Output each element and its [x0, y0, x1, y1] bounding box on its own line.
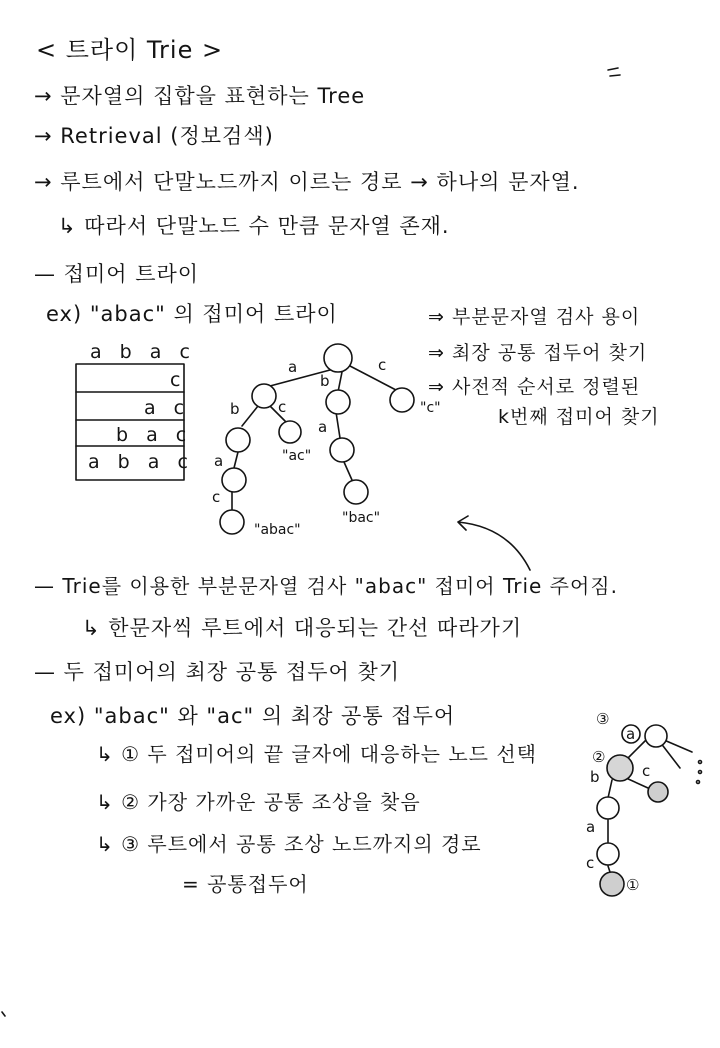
- marker-2: ②: [592, 748, 606, 766]
- lcp-node: [597, 843, 619, 865]
- use-lcp: ⇒ 최장 공통 접두어 찾기: [428, 342, 648, 364]
- suffix-table-row-2: a c: [144, 397, 191, 419]
- trie-node: [222, 468, 246, 492]
- suffix-trie-heading: — 접미어 트라이: [34, 262, 200, 286]
- leaf-label-c: "c": [420, 400, 441, 416]
- lcp-node: [597, 797, 619, 819]
- curved-arrow-icon: [458, 516, 530, 570]
- edge-label: a: [214, 452, 224, 470]
- trie-leaf-ac: [279, 421, 301, 443]
- bullet-leaf-count: ↳ 따라서 단말노드 수 만큼 문자열 존재.: [58, 214, 450, 238]
- edge-label: a: [626, 725, 636, 743]
- edge-label: b: [230, 400, 240, 418]
- suffix-table-header: a b a c: [90, 341, 196, 363]
- suffix-table: [76, 341, 196, 480]
- edge-label: a: [318, 418, 328, 436]
- suffix-trie-tree: [212, 344, 441, 538]
- use-sorted: ⇒ 사전적 순서로 정렬된: [428, 376, 641, 398]
- trie-node: [252, 384, 276, 408]
- bullet-path: → 루트에서 단말노드까지 이르는 경로 → 하나의 문자열.: [34, 170, 580, 194]
- trie-leaf-c: [390, 388, 414, 412]
- lcp-step-1: ↳ ① 두 접미어의 끝 글자에 대응하는 노드 선택: [96, 742, 537, 766]
- lcp-node-ac-end: [648, 782, 668, 802]
- use-kth-suffix: k번째 접미어 찾기: [498, 406, 660, 428]
- edge-label: c: [642, 762, 651, 780]
- lcp-heading: — 두 접미어의 최장 공통 접두어 찾기: [34, 660, 401, 684]
- suffix-trie-example: ex) "abac" 의 접미어 트라이: [46, 302, 338, 326]
- lcp-step-2: ↳ ② 가장 가까운 공통 조상을 찾음: [96, 790, 421, 814]
- leaf-label-ac: "ac": [282, 448, 312, 464]
- use-substring-check: ⇒ 부분문자열 검사 용이: [428, 306, 641, 328]
- stray-mark: [608, 68, 620, 76]
- edge-label: c: [278, 398, 287, 416]
- lcp-node-common-ancestor: [607, 755, 633, 781]
- marker-1: ①: [626, 876, 640, 894]
- edge-label: c: [378, 356, 387, 374]
- trie-leaf-bac: [344, 480, 368, 504]
- lcp-root-node: [645, 725, 667, 747]
- edge-label: a: [586, 818, 596, 836]
- edge-label: b: [590, 768, 600, 786]
- trie-leaf-abac: [220, 510, 244, 534]
- leaf-label-abac: "abac": [254, 522, 301, 538]
- trie-root-node: [324, 344, 352, 372]
- bullet-definition: → 문자열의 집합을 표현하는 Tree: [34, 84, 366, 108]
- edge-label: c: [586, 854, 595, 872]
- trie-node: [326, 390, 350, 414]
- lcp-result: = 공통접두어: [182, 872, 309, 896]
- suffix-table-row-4: a b a c: [88, 451, 194, 473]
- edge-label: b: [320, 372, 330, 390]
- lcp-example: ex) "abac" 와 "ac" 의 최장 공통 접두어: [50, 704, 456, 728]
- suffix-table-row-1: c: [170, 369, 187, 391]
- marker-3: ③: [596, 710, 610, 728]
- substring-search-sub: ↳ 한문자씩 루트에서 대응되는 간선 따라가기: [82, 616, 523, 640]
- trie-node: [330, 438, 354, 462]
- lcp-tree: [586, 710, 702, 896]
- stray-mark: [2, 1012, 5, 1016]
- leaf-label-bac: "bac": [342, 510, 381, 526]
- trie-node: [226, 428, 250, 452]
- edge-label: c: [212, 488, 221, 506]
- substring-search-line: — Trie를 이용한 부분문자열 검사 "abac" 접미어 Trie 주어짐.: [34, 574, 618, 598]
- edge-label: a: [288, 358, 298, 376]
- bullet-retrieval: → Retrieval (정보검색): [34, 124, 274, 148]
- lcp-step-3: ↳ ③ 루트에서 공통 조상 노드까지의 경로: [96, 832, 482, 856]
- lcp-node-abac-end: [600, 872, 624, 896]
- page-title: < 트라이 Trie >: [36, 36, 224, 64]
- suffix-table-row-3: b a c: [116, 424, 193, 446]
